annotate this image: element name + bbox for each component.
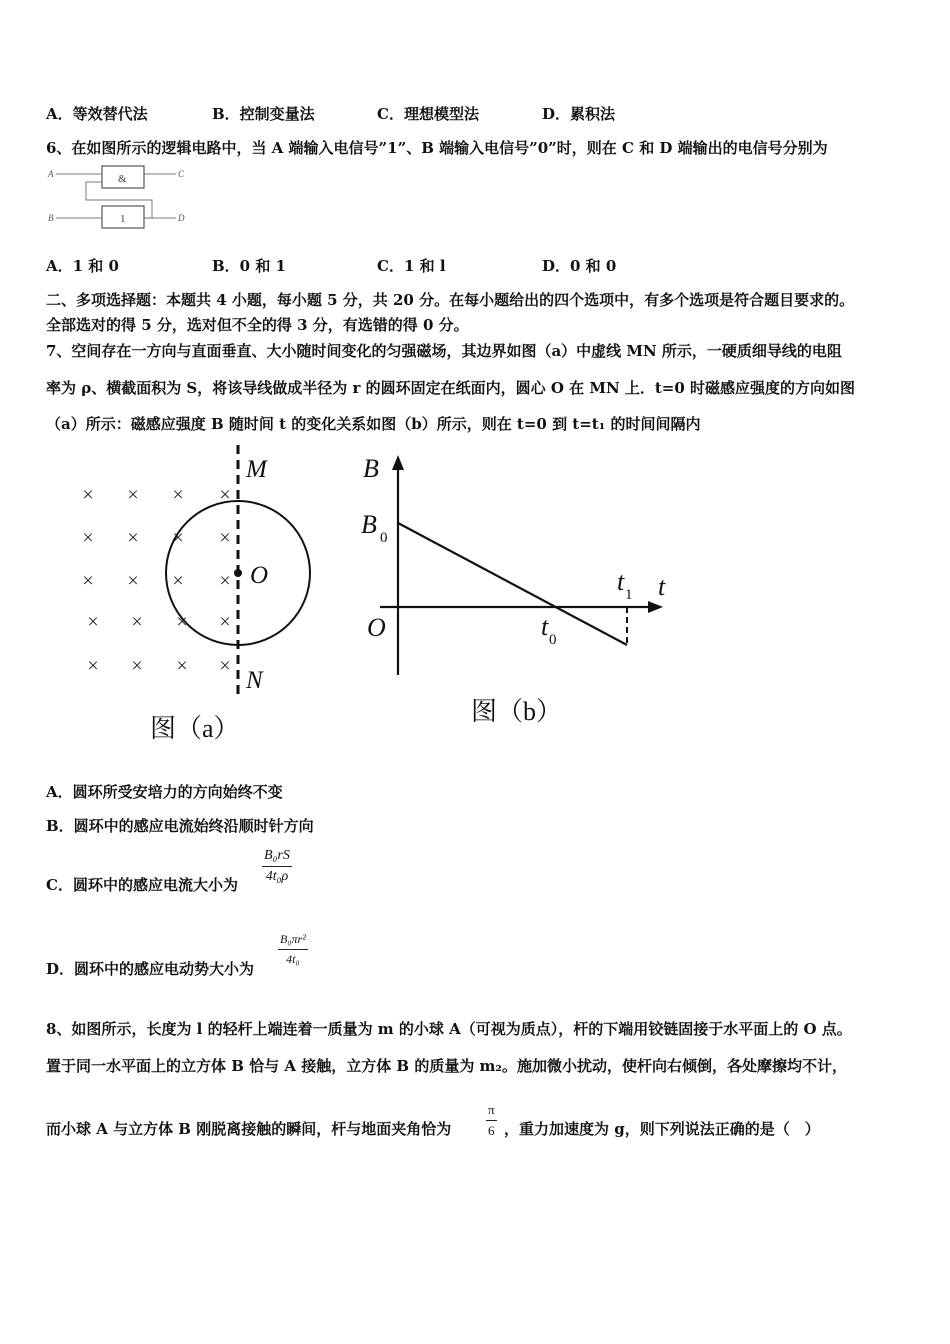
q8-angle-fraction xyxy=(486,1102,497,1139)
cross-mark: × xyxy=(219,570,231,592)
fraction-denominator: 4t₀ρ xyxy=(265,869,289,884)
cross-mark: × xyxy=(172,570,184,592)
cross-mark: × xyxy=(127,527,139,549)
label-b0-sub: 0 xyxy=(380,530,388,546)
x-axis-arrow xyxy=(648,601,663,613)
q7-line3: （a）所示：磁感应强度 B 随时间 t 的变化关系如图（b）所示，则在 t=0 到 t=t₁ 的时间间隔内 xyxy=(46,415,701,433)
axis-label-b: B xyxy=(363,454,379,483)
q7-option-c-fraction xyxy=(262,848,292,885)
cross-mark: × xyxy=(172,527,184,549)
label-t1: t xyxy=(617,567,625,596)
label-t0-sub: 0 xyxy=(549,632,557,648)
q8-line3a: 而小球 A 与立方体 B 刚脱离接触的瞬间，杆与地面夹角恰为 xyxy=(46,1120,452,1138)
q7-option-c: C．圆环中的感应电流大小为 xyxy=(46,876,238,894)
q7-option-d: D．圆环中的感应电动势大小为 xyxy=(46,960,255,978)
figure-a-caption: 图（a） xyxy=(150,714,240,743)
field-crosses xyxy=(82,484,230,677)
q8-line2: 置于同一水平面上的立方体 B 恰与 A 接触，立方体 B 的质量为 m₂。施加微小扰动，使杆向右倾倒，各处摩擦均不计， xyxy=(46,1057,847,1075)
q8-line3b: ，重力加速度为 g，则下列说法正确的是（ ） xyxy=(504,1120,820,1138)
cross-mark: × xyxy=(82,527,94,549)
b-t-line xyxy=(398,523,627,645)
q5-option-c: C．理想模型法 xyxy=(377,105,479,123)
cross-mark: × xyxy=(87,655,99,677)
input-a-label: A xyxy=(48,169,54,179)
cross-mark: × xyxy=(82,570,94,592)
fraction-numerator: B₀πr² xyxy=(280,932,306,946)
label-t1-sub: 1 xyxy=(625,587,633,603)
label-m: M xyxy=(246,456,267,483)
label-n: N xyxy=(246,667,263,694)
origin-label: O xyxy=(367,613,386,642)
y-axis-arrow xyxy=(392,455,404,470)
output-d-label: D xyxy=(178,213,185,223)
q5-option-a: A．等效替代法 xyxy=(46,105,148,123)
cross-mark: × xyxy=(176,655,188,677)
label-t0: t xyxy=(541,612,549,641)
q7-line1: 7、空间存在一方向与直面垂直、大小随时间变化的匀强磁场，其边界如图（a）中虚线 MN 所示，一硬质细导线的电阻 xyxy=(46,342,842,360)
fraction-numerator: B₀rS xyxy=(264,848,290,863)
center-dot xyxy=(234,569,242,577)
cross-mark: × xyxy=(131,611,143,633)
figure-b-b-t-graph xyxy=(355,450,685,735)
q6-option-b: B．0 和 1 xyxy=(212,257,286,275)
axis-label-t: t xyxy=(658,572,666,601)
cross-mark: × xyxy=(127,570,139,592)
figure-b-caption: 图（b） xyxy=(471,697,563,726)
cross-mark: × xyxy=(219,527,231,549)
section2-line1: 二、多项选择题：本题共 4 小题，每小题 5 分，共 20 分。在每小题给出的四个选项中，有多个选项是符合题目要求的。 xyxy=(46,291,855,309)
q7-option-a: A．圆环所受安培力的方向始终不变 xyxy=(46,783,283,801)
input-b-label: B xyxy=(48,213,54,223)
q5-option-d: D．累积法 xyxy=(542,105,616,123)
label-b0: B xyxy=(361,510,377,539)
cross-mark: × xyxy=(219,655,231,677)
cross-mark: × xyxy=(172,484,184,506)
label-o: O xyxy=(250,562,269,589)
q8-line1: 8、如图所示，长度为 l 的轻杆上端连着一质量为 m 的小球 A（可视为质点），杆的下端用铰链固接于水平面上的 O 点。 xyxy=(46,1020,852,1038)
q7-line2: 率为 ρ、横截面积为 S，将该导线做成半径为 r 的圆环固定在纸面内，圆心 O 在 MN 上．t=0 时磁感应强度的方向如图 xyxy=(46,379,856,397)
section2-line2: 全部选对的得 5 分，选对但不全的得 3 分，有选错的得 0 分。 xyxy=(46,316,469,334)
q7-option-d-fraction xyxy=(278,932,308,967)
figure-a-magnetic-field xyxy=(60,445,320,750)
cross-mark: × xyxy=(131,655,143,677)
cross-mark: × xyxy=(219,611,231,633)
fraction-denominator: 6 xyxy=(488,1123,495,1138)
cross-mark: × xyxy=(87,611,99,633)
output-c-label: C xyxy=(178,169,185,179)
q5-option-b: B．控制变量法 xyxy=(212,105,315,123)
cross-mark: × xyxy=(176,611,188,633)
q6-option-a: A．1 和 0 xyxy=(46,257,119,275)
q7-option-b: B．圆环中的感应电流始终沿顺时针方向 xyxy=(46,817,314,835)
logic-circuit-figure xyxy=(46,160,196,245)
q6-option-d: D．0 和 0 xyxy=(542,257,617,275)
not-gate-label: 1 xyxy=(120,213,126,225)
and-gate-label: & xyxy=(118,173,127,185)
cross-mark: × xyxy=(219,484,231,506)
q6-stem: 6、在如图所示的逻辑电路中，当 A 端输入电信号”1”、B 端输入电信号”0”时，则在 C 和 D 端输出的电信号分别为 xyxy=(46,139,828,157)
cross-mark: × xyxy=(127,484,139,506)
q6-option-c: C．1 和 l xyxy=(377,257,446,275)
fraction-numerator: π xyxy=(488,1102,495,1117)
cross-mark: × xyxy=(82,484,94,506)
fraction-denominator: 4t₀ xyxy=(286,952,300,966)
